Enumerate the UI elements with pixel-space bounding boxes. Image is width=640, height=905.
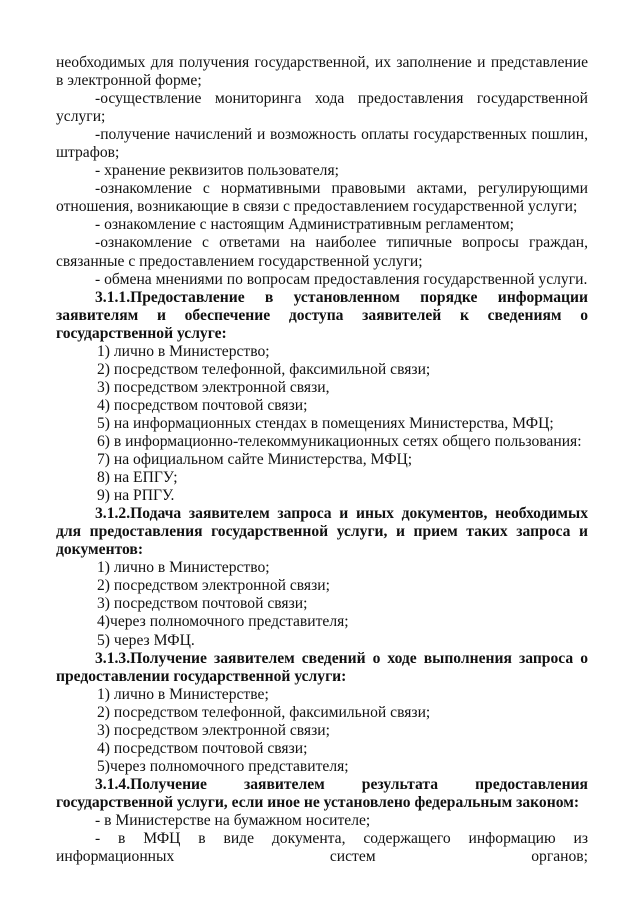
section-heading-3-1-4: 3.1.4.Получение заявителем результата предоставления государственной услуги, если иное не установлено федеральным законом: [56,775,588,811]
list-item: 7) на официальном сайте Министерства, МФЦ; [97,451,413,469]
list-item-regulation: - ознакомление с настоящим Административным регламентом; [95,216,515,234]
list-item: 5) на информационных стендах в помещениях Министерства, МФЦ; [97,414,554,432]
list-item: 4) посредством почтовой связи; [97,396,308,414]
list-item: 2) посредством электронной связи; [97,577,330,595]
section-heading-3-1-3: 3.1.3.Получение заявителем сведений о ходе выполнения запроса о предоставлении государственной услуги: [56,649,588,685]
list-item: 3) посредством электронной связи; [97,721,330,739]
list-item-opinions: - обмена мнениями по вопросам предоставления государственной услуги. [95,270,588,288]
list-item: 3) посредством почтовой связи; [97,595,308,613]
list-item: 9) на РПГУ. [97,487,175,505]
section-heading-3-1-2: 3.1.2.Подача заявителем запроса и иных документов, необходимых для предоставления государственной услуги, и прием таких запроса и документов: [56,505,588,559]
list-item-payments: -получение начислений и возможность оплаты государственных пошлин, штрафов; [56,126,588,162]
list-item: 2) посредством телефонной, факсимильной связи; [97,360,431,378]
list-item-monitoring: -осуществление мониторинга хода предоставления государственной услуги; [56,90,588,126]
list-item: 5) через МФЦ. [97,631,195,649]
list-item-user-details: - хранение реквизитов пользователя; [95,162,339,180]
list-item: 1) лично в Министерство; [97,559,270,577]
list-item-legal-acts: -ознакомление с нормативными правовыми актами, регулирующими отношения, возникающие в связи с предоставлением государственной услуги; [56,180,588,216]
list-item: 2) посредством телефонной, факсимильной связи; [97,703,431,721]
list-item-ministry-paper: - в Министерстве на бумажном носителе; [95,811,371,829]
list-item-mfc-document: - в МФЦ в виде документа, содержащего информацию из информационных систем органов; [56,830,588,866]
section-heading-3-1-1: 3.1.1.Предоставление в установленном порядке информации заявителям и обеспечение доступа заявителей к сведениям о государственной услуге: [56,288,588,342]
list-item: 5)через полномочного представителя; [97,757,349,775]
list-item: 4) посредством почтовой связи; [97,739,308,757]
list-item: 1) лично в Министерстве; [97,685,269,703]
list-item: 8) на ЕПГУ; [97,469,178,487]
list-item: 1) лично в Министерство; [97,342,270,360]
list-item: 6) в информационно-телекоммуникационных сетях общего пользования: [97,432,582,450]
list-item-faq: -ознакомление с ответами на наиболее типичные вопросы граждан, связанные с предоставлением государственной услуги; [56,234,588,270]
list-item: 3) посредством электронной связи, [97,378,330,396]
paragraph-continuation: необходимых для получения государственной, их заполнение и представление в электронной форме; [56,54,588,90]
list-item: 4)через полномочного представителя; [97,613,349,631]
